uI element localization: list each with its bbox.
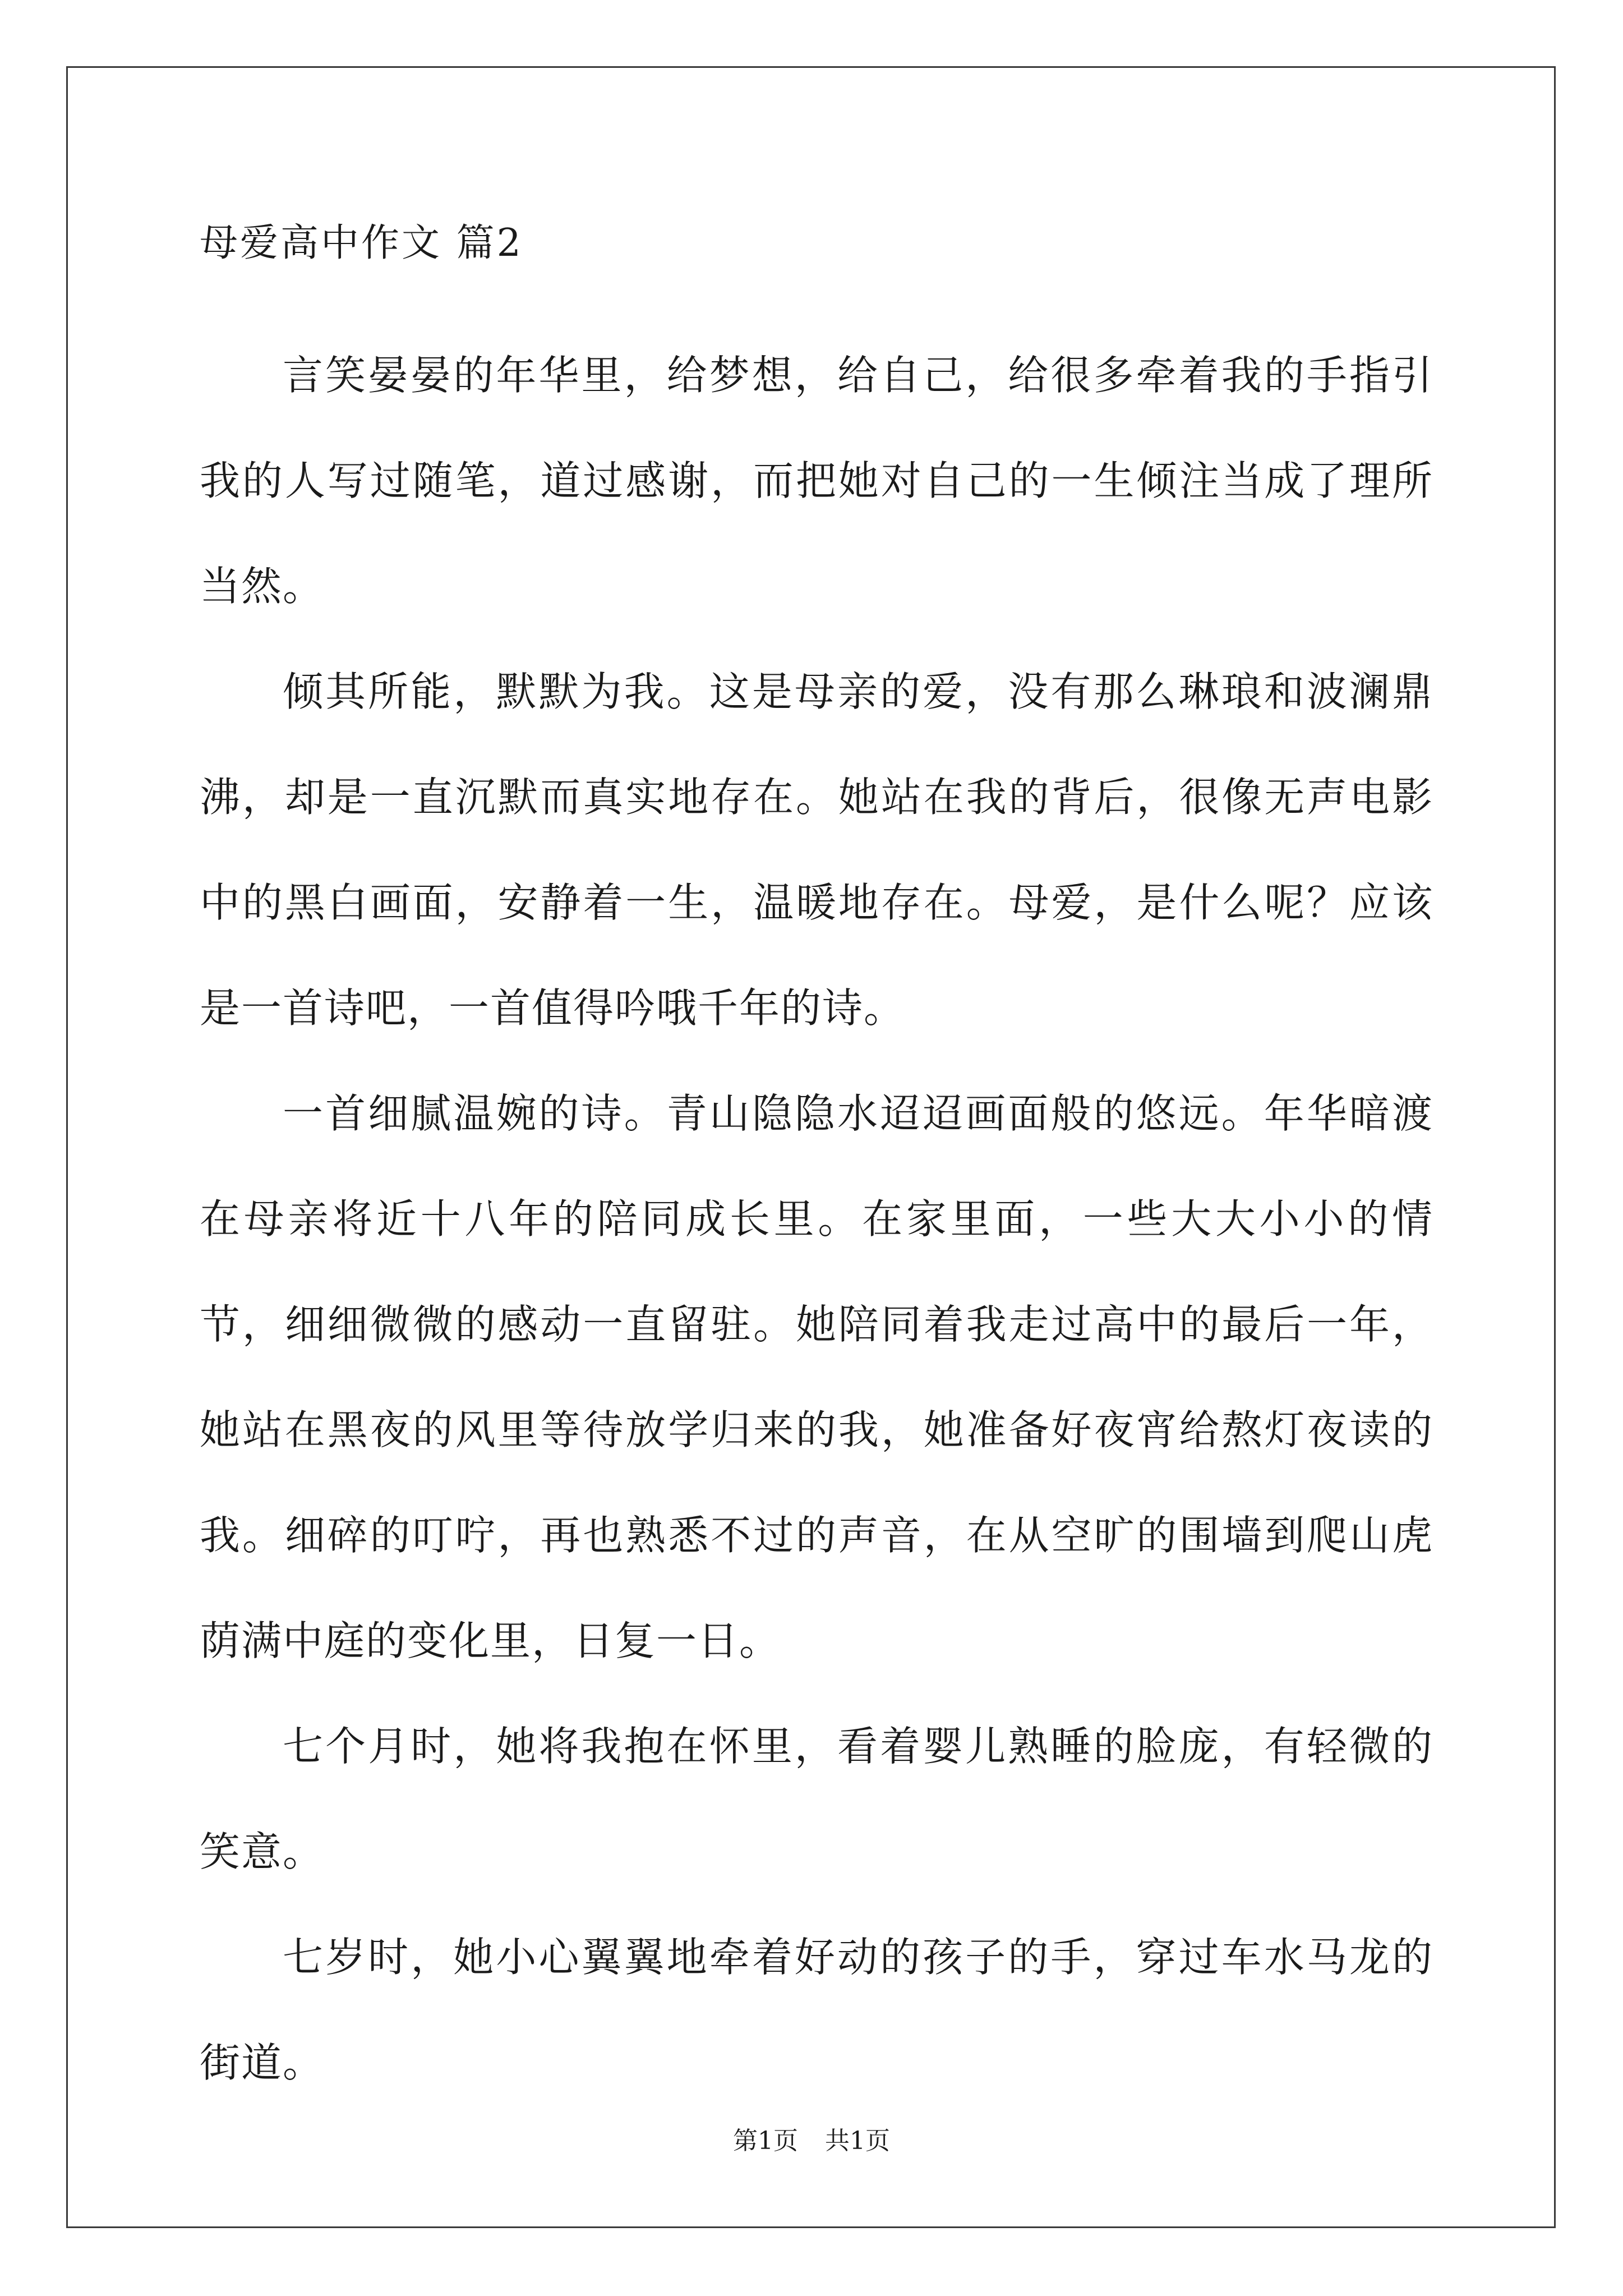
page-number: 第1页 <box>733 2127 798 2155</box>
page-total: 共1页 <box>825 2127 890 2155</box>
paragraph-3: 一首细腻温婉的诗。青山隐隐水迢迢画面般的悠远。年华暗渡在母亲将近十八年的陪同成长里。在家里面，一些大大小小的情节，细细微微的感动一直留驻。她陪同着我走过高中的最后一年，她站在黑夜的风里等待放学归来的我，她准备好夜宵给熬灯夜读的我。细碎的叮咛，再也熟悉不过的声音，在从空旷的围墙到爬山虎荫满中庭的变化里，日复一日。 <box>200 1090 1433 1664</box>
paragraph-5: 七岁时，她小心翼翼地牵着好动的孩子的手，穿过车水马龙的街道。 <box>200 1934 1433 2086</box>
paragraph-4: 七个月时，她将我抱在怀里，看着婴儿熟睡的脸庞，有轻微的笑意。 <box>200 1723 1433 1875</box>
document-body <box>200 323 1433 2115</box>
document-title: 母爱高中作文 篇2 <box>200 221 523 265</box>
paragraph-2: 倾其所能，默默为我。这是母亲的爱，没有那么琳琅和波澜鼎沸，却是一直沉默而真实地存在。她站在我的背后，很像无声电影中的黑白画面，安静着一生，温暖地存在。母爱，是什么呢？应该是一首诗吧，一首值得吟哦千年的诗。 <box>200 668 1433 1032</box>
paragraph-1: 言笑晏晏的年华里，给梦想，给自己，给很多牵着我的手指引我的人写过随笔，道过感谢，而把她对自己的一生倾注当成了理所当然。 <box>200 352 1433 610</box>
page-footer <box>0 2129 1623 2154</box>
